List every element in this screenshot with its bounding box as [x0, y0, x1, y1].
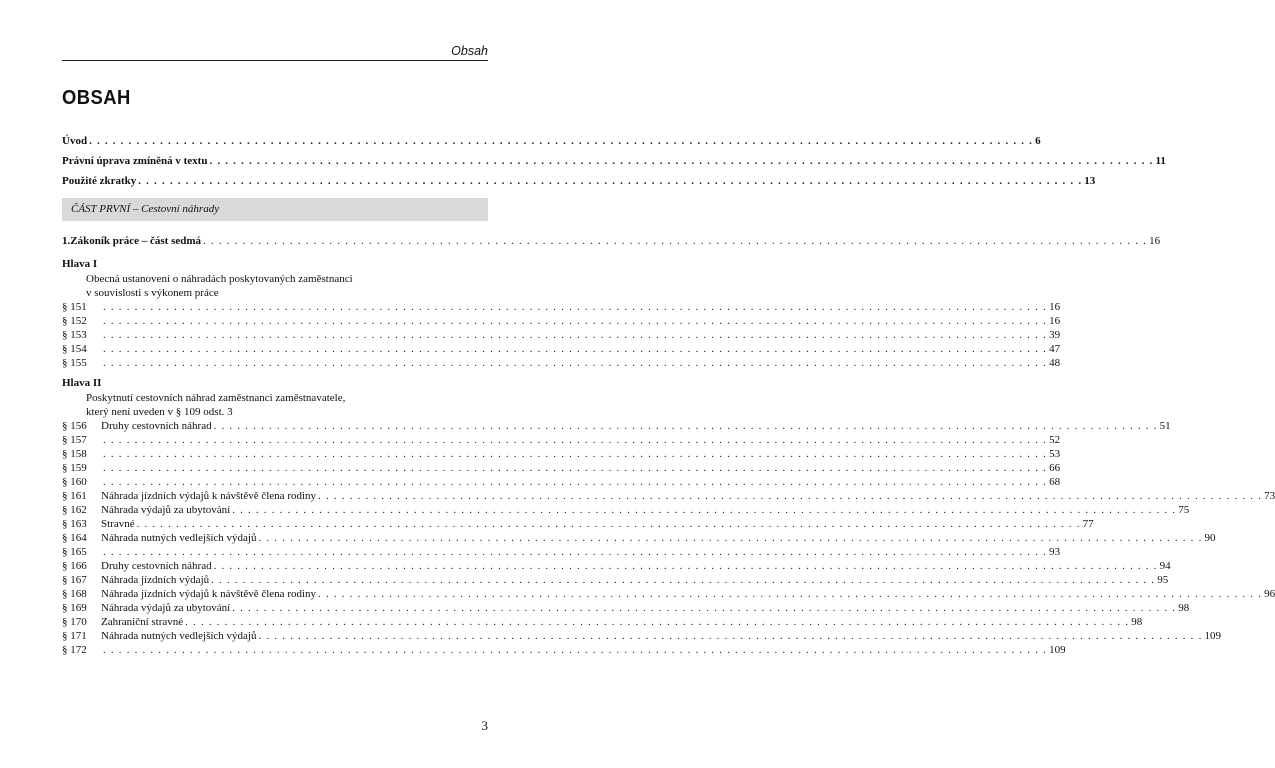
- hlava-1-heading: Hlava I: [62, 258, 98, 270]
- running-header: Obsah: [451, 44, 488, 58]
- paragraph-page: 98: [1131, 616, 1143, 628]
- paragraph-number: § 168: [62, 588, 87, 600]
- leader-dots: . . . . . . . . . . . . . . . . . . . . . . . . . . . . . . . . . . . . . . . . . . . . . . . . . . . . . . . . . . . . . . . . . . . . . . . . . . . . . . . . . . . . . . . . . . . . . . . . . . . . . . . . . . . . . . . . . . . . . . . .: [232, 602, 1177, 614]
- hlava-2-heading: Hlava II: [62, 377, 102, 389]
- paragraph-title: Zahraniční stravné: [101, 616, 184, 628]
- leader-dots: . . . . . . . . . . . . . . . . . . . . . . . . . . . . . . . . . . . . . . . . . . . . . . . . . . . . . . . . . . . . . . . . . . . . . . . . . . . . . . . . . . . . . . . . . . . . . . . . . . . . . . . . . . . . . . . . . . . . . . . .: [103, 462, 1048, 474]
- toc-entry[interactable]: [62, 171, 1096, 191]
- leader-dots: . . . . . . . . . . . . . . . . . . . . . . . . . . . . . . . . . . . . . . . . . . . . . . . . . . . . . . . . . . . . . . . . . . . . . . . . . . . . . . . . . . . . . . . . . . . . . . . . . . . . . . . . . . . . . . . . . . . . . . . .: [103, 301, 1048, 313]
- paragraph-number: § 166: [62, 560, 87, 572]
- leader-dots: . . . . . . . . . . . . . . . . . . . . . . . . . . . . . . . . . . . . . . . . . . . . . . . . . . . . . . . . . . . . . . . . . . . . . . . . . . . . . . . . . . . . . . . . . . . . . . . . . . . . . . . . . . . . . . . . . . . . . . . .: [103, 476, 1048, 488]
- paragraph-title: Náhrada nutných vedlejších výdajů: [101, 532, 257, 544]
- paragraph-entry[interactable]: [62, 328, 1061, 342]
- toc-entry[interactable]: [62, 131, 1041, 151]
- leader-dots: . . . . . . . . . . . . . . . . . . . . . . . . . . . . . . . . . . . . . . . . . . . . . . . . . . . . . . . . . . . . . . . . . . . . . . . . . . . . . . . . . . . . . . . . . . . . . . . . . . . . . . . . . . . . . . . . . . . . . . . .: [318, 490, 1263, 502]
- leader-dots: . . . . . . . . . . . . . . . . . . . . . . . . . . . . . . . . . . . . . . . . . . . . . . . . . . . . . . . . . . . . . . . . . . . . . . . . . . . . . . . . . . . . . . . . . . . . . . . . . . . . . . . . . . . . . . . . . . . . . . . .: [136, 518, 1081, 530]
- hlava-1-entries: [62, 300, 1061, 370]
- paragraph-page: 16: [1049, 301, 1061, 313]
- paragraph-entry[interactable]: [62, 489, 1275, 503]
- entry-page: 11: [1155, 155, 1166, 167]
- paragraph-page: 73: [1264, 490, 1275, 502]
- paragraph-title: Náhrada jízdních výdajů: [101, 574, 210, 586]
- chapter-label: Zákoník práce – část sedmá: [70, 235, 202, 247]
- toc-entry[interactable]: [62, 151, 1166, 171]
- paragraph-page: 16: [1049, 315, 1061, 327]
- paragraph-number: § 172: [62, 644, 87, 656]
- paragraph-number: § 164: [62, 532, 87, 544]
- leader-dots: . . . . . . . . . . . . . . . . . . . . . . . . . . . . . . . . . . . . . . . . . . . . . . . . . . . . . . . . . . . . . . . . . . . . . . . . . . . . . . . . . . . . . . . . . . . . . . . . . . . . . . . . . . . . . . . . . . . . . . . .: [103, 546, 1048, 558]
- paragraph-page: 95: [1157, 574, 1169, 586]
- leader-dots: . . . . . . . . . . . . . . . . . . . . . . . . . . . . . . . . . . . . . . . . . . . . . . . . . . . . . . . . . . . . . . . . . . . . . . . . . . . . . . . . . . . . . . . . . . . . . . . . . . . . . . . . . . . . . . . . . . . . . . . .: [211, 574, 1156, 586]
- paragraph-entry[interactable]: [62, 419, 1171, 433]
- leader-dots: . . . . . . . . . . . . . . . . . . . . . . . . . . . . . . . . . . . . . . . . . . . . . . . . . . . . . . . . . . . . . . . . . . . . . . . . . . . . . . . . . . . . . . . . . . . . . . . . . . . . . . . . . . . . . . . . . . . . . . . .: [203, 235, 1148, 247]
- paragraph-number: § 153: [62, 329, 87, 341]
- paragraph-page: 48: [1049, 357, 1061, 369]
- hlava-2-entries: [62, 419, 1275, 657]
- hlava-1-desc-line-1: Obecná ustanovení o náhradách poskytovaných zaměstnanci: [86, 273, 353, 285]
- paragraph-title: Druhy cestovních náhrad: [101, 420, 212, 432]
- paragraph-entry[interactable]: [62, 461, 1061, 475]
- paragraph-entry[interactable]: [62, 587, 1275, 601]
- paragraph-title: Náhrada jízdních výdajů k návštěvě člena rodiny: [101, 588, 317, 600]
- leader-dots: . . . . . . . . . . . . . . . . . . . . . . . . . . . . . . . . . . . . . . . . . . . . . . . . . . . . . . . . . . . . . . . . . . . . . . . . . . . . . . . . . . . . . . . . . . . . . . . . . . . . . . . . . . . . . . . . . . . . . . . .: [103, 434, 1048, 446]
- paragraph-title: Druhy cestovních náhrad: [101, 560, 212, 572]
- intro-list: [62, 131, 1166, 191]
- leader-dots: . . . . . . . . . . . . . . . . . . . . . . . . . . . . . . . . . . . . . . . . . . . . . . . . . . . . . . . . . . . . . . . . . . . . . . . . . . . . . . . . . . . . . . . . . . . . . . . . . . . . . . . . . . . . . . . . . . . . . . . .: [103, 343, 1048, 355]
- paragraph-number: § 161: [62, 490, 87, 502]
- paragraph-number: § 171: [62, 630, 87, 642]
- paragraph-number: § 154: [62, 343, 87, 355]
- section-heading: ČÁST PRVNÍ – Cestovní náhrady: [62, 198, 488, 221]
- paragraph-entry[interactable]: [62, 573, 1169, 587]
- paragraph-entry[interactable]: [62, 503, 1190, 517]
- paragraph-number: § 167: [62, 574, 87, 586]
- paragraph-page: 53: [1049, 448, 1061, 460]
- paragraph-page: 66: [1049, 462, 1061, 474]
- hlava-2-desc-line-1: Poskytnutí cestovních náhrad zaměstnanci zaměstnavatele,: [86, 392, 346, 404]
- table-of-contents: [62, 131, 1275, 657]
- paragraph-page: 77: [1082, 518, 1094, 530]
- header-rule: [62, 60, 488, 61]
- paragraph-number: § 158: [62, 448, 87, 460]
- paragraph-title: Náhrada jízdních výdajů k návštěvě člena rodiny: [101, 490, 317, 502]
- paragraph-number: § 160: [62, 476, 87, 488]
- paragraph-entry[interactable]: [62, 601, 1190, 615]
- entry-page: 6: [1035, 135, 1041, 147]
- chapter-entry[interactable]: [62, 231, 1161, 251]
- paragraph-number: § 163: [62, 518, 87, 530]
- paragraph-entry[interactable]: [62, 342, 1061, 356]
- paragraph-number: § 169: [62, 602, 87, 614]
- paragraph-page: 94: [1159, 560, 1171, 572]
- leader-dots: . . . . . . . . . . . . . . . . . . . . . . . . . . . . . . . . . . . . . . . . . . . . . . . . . . . . . . . . . . . . . . . . . . . . . . . . . . . . . . . . . . . . . . . . . . . . . . . . . . . . . . . . . . . . . . . . . . . . . . . .: [213, 420, 1158, 432]
- leader-dots: . . . . . . . . . . . . . . . . . . . . . . . . . . . . . . . . . . . . . . . . . . . . . . . . . . . . . . . . . . . . . . . . . . . . . . . . . . . . . . . . . . . . . . . . . . . . . . . . . . . . . . . . . . . . . . . . . . . . . . . .: [318, 588, 1263, 600]
- paragraph-title: Náhrada nutných vedlejších výdajů: [101, 630, 257, 642]
- entry-page: 13: [1084, 175, 1096, 187]
- paragraph-page: 96: [1264, 588, 1275, 600]
- paragraph-title: Stravné: [101, 518, 135, 530]
- paragraph-page: 52: [1049, 434, 1061, 446]
- leader-dots: . . . . . . . . . . . . . . . . . . . . . . . . . . . . . . . . . . . . . . . . . . . . . . . . . . . . . . . . . . . . . . . . . . . . . . . . . . . . . . . . . . . . . . . . . . . . . . . . . . . . . . . . . . . . . . . . . . . . . . . .: [103, 644, 1048, 656]
- paragraph-entry[interactable]: [62, 629, 1222, 643]
- leader-dots: . . . . . . . . . . . . . . . . . . . . . . . . . . . . . . . . . . . . . . . . . . . . . . . . . . . . . . . . . . . . . . . . . . . . . . . . . . . . . . . . . . . . . . . . . . . . . . . . . . . . . . . . . . . . . . . . . . . . . . . .: [103, 448, 1048, 460]
- paragraph-entry[interactable]: [62, 475, 1061, 489]
- paragraph-page: 98: [1178, 602, 1190, 614]
- entry-label: Úvod: [62, 135, 88, 147]
- leader-dots: . . . . . . . . . . . . . . . . . . . . . . . . . . . . . . . . . . . . . . . . . . . . . . . . . . . . . . . . . . . . . . . . . . . . . . . . . . . . . . . . . . . . . . . . . . . . . . . . . . . . . . . . . . . . . . . . . . . . . . . .: [138, 175, 1083, 187]
- paragraph-title: Náhrada výdajů za ubytování: [101, 504, 231, 516]
- paragraph-entry[interactable]: [62, 559, 1171, 573]
- paragraph-page: 109: [1049, 644, 1066, 656]
- paragraph-page: 109: [1204, 630, 1222, 642]
- paragraph-number: § 152: [62, 315, 87, 327]
- paragraph-number: § 159: [62, 462, 87, 474]
- paragraph-entry[interactable]: [62, 517, 1094, 531]
- paragraph-entry[interactable]: [62, 300, 1061, 314]
- paragraph-entry[interactable]: [62, 433, 1061, 447]
- paragraph-page: 75: [1178, 504, 1190, 516]
- leader-dots: . . . . . . . . . . . . . . . . . . . . . . . . . . . . . . . . . . . . . . . . . . . . . . . . . . . . . . . . . . . . . . . . . . . . . . . . . . . . . . . . . . . . . . . . . . . . . . . . . . . . . . . . . . . . . . . . . . . . . . . .: [209, 155, 1154, 167]
- leader-dots: . . . . . . . . . . . . . . . . . . . . . . . . . . . . . . . . . . . . . . . . . . . . . . . . . . . . . . . . . . . . . . . . . . . . . . . . . . . . . . . . . . . . . . . . . . . . . . . . . . . . . . . . . . . . . . . . . . . . . . . .: [103, 315, 1048, 327]
- paragraph-page: 51: [1159, 420, 1171, 432]
- leader-dots: . . . . . . . . . . . . . . . . . . . . . . . . . . . . . . . . . . . . . . . . . . . . . . . . . . . . . . . . . . . . . . . . . . . . . . . . . . . . . . . . . . . . . . . . . . . . . . . . . . . . . . . . . . . . . . . . . . . . . . . .: [185, 616, 1130, 628]
- entry-label: Použité zkratky: [62, 175, 137, 187]
- paragraph-page: 93: [1049, 546, 1061, 558]
- leader-dots: . . . . . . . . . . . . . . . . . . . . . . . . . . . . . . . . . . . . . . . . . . . . . . . . . . . . . . . . . . . . . . . . . . . . . . . . . . . . . . . . . . . . . . . . . . . . . . . . . . . . . . . . . . . . . . . . . . . . . . . .: [232, 504, 1177, 516]
- paragraph-entry[interactable]: [62, 447, 1061, 461]
- leader-dots: . . . . . . . . . . . . . . . . . . . . . . . . . . . . . . . . . . . . . . . . . . . . . . . . . . . . . . . . . . . . . . . . . . . . . . . . . . . . . . . . . . . . . . . . . . . . . . . . . . . . . . . . . . . . . . . . . . . . . . . .: [213, 560, 1158, 572]
- paragraph-number: § 165: [62, 546, 87, 558]
- paragraph-number: § 162: [62, 504, 87, 516]
- entry-label: Právní úprava zmíněná v textu: [62, 155, 208, 167]
- paragraph-entry[interactable]: [62, 545, 1061, 559]
- paragraph-number: § 157: [62, 434, 87, 446]
- leader-dots: . . . . . . . . . . . . . . . . . . . . . . . . . . . . . . . . . . . . . . . . . . . . . . . . . . . . . . . . . . . . . . . . . . . . . . . . . . . . . . . . . . . . . . . . . . . . . . . . . . . . . . . . . . . . . . . . . . . . . . . .: [89, 135, 1034, 147]
- leader-dots: . . . . . . . . . . . . . . . . . . . . . . . . . . . . . . . . . . . . . . . . . . . . . . . . . . . . . . . . . . . . . . . . . . . . . . . . . . . . . . . . . . . . . . . . . . . . . . . . . . . . . . . . . . . . . . . . . . . . . . . .: [258, 630, 1203, 642]
- chapter-number: 1.: [62, 235, 71, 247]
- hlava-2-desc-line-2: který není uveden v § 109 odst. 3: [86, 406, 233, 418]
- paragraph-number: § 156: [62, 420, 87, 432]
- page-number: 3: [481, 718, 488, 733]
- paragraph-entry[interactable]: [62, 615, 1143, 629]
- paragraph-number: § 170: [62, 616, 87, 628]
- paragraph-title: Náhrada výdajů za ubytování: [101, 602, 231, 614]
- paragraph-number: § 155: [62, 357, 87, 369]
- paragraph-page: 90: [1204, 532, 1216, 544]
- paragraph-entry[interactable]: [62, 643, 1066, 657]
- leader-dots: . . . . . . . . . . . . . . . . . . . . . . . . . . . . . . . . . . . . . . . . . . . . . . . . . . . . . . . . . . . . . . . . . . . . . . . . . . . . . . . . . . . . . . . . . . . . . . . . . . . . . . . . . . . . . . . . . . . . . . . .: [103, 329, 1048, 341]
- paragraph-number: § 151: [62, 301, 87, 313]
- paragraph-entry[interactable]: [62, 356, 1061, 370]
- paragraph-entry[interactable]: [62, 531, 1216, 545]
- paragraph-page: 47: [1049, 343, 1061, 355]
- leader-dots: . . . . . . . . . . . . . . . . . . . . . . . . . . . . . . . . . . . . . . . . . . . . . . . . . . . . . . . . . . . . . . . . . . . . . . . . . . . . . . . . . . . . . . . . . . . . . . . . . . . . . . . . . . . . . . . . . . . . . . . .: [103, 357, 1048, 369]
- hlava-1-desc-line-2: v souvislosti s výkonem práce: [86, 287, 219, 299]
- paragraph-entry[interactable]: [62, 314, 1061, 328]
- chapter-page: 16: [1149, 235, 1161, 247]
- leader-dots: . . . . . . . . . . . . . . . . . . . . . . . . . . . . . . . . . . . . . . . . . . . . . . . . . . . . . . . . . . . . . . . . . . . . . . . . . . . . . . . . . . . . . . . . . . . . . . . . . . . . . . . . . . . . . . . . . . . . . . . .: [258, 532, 1203, 544]
- page-title: OBSAH: [62, 87, 131, 109]
- paragraph-page: 68: [1049, 476, 1061, 488]
- paragraph-page: 39: [1049, 329, 1061, 341]
